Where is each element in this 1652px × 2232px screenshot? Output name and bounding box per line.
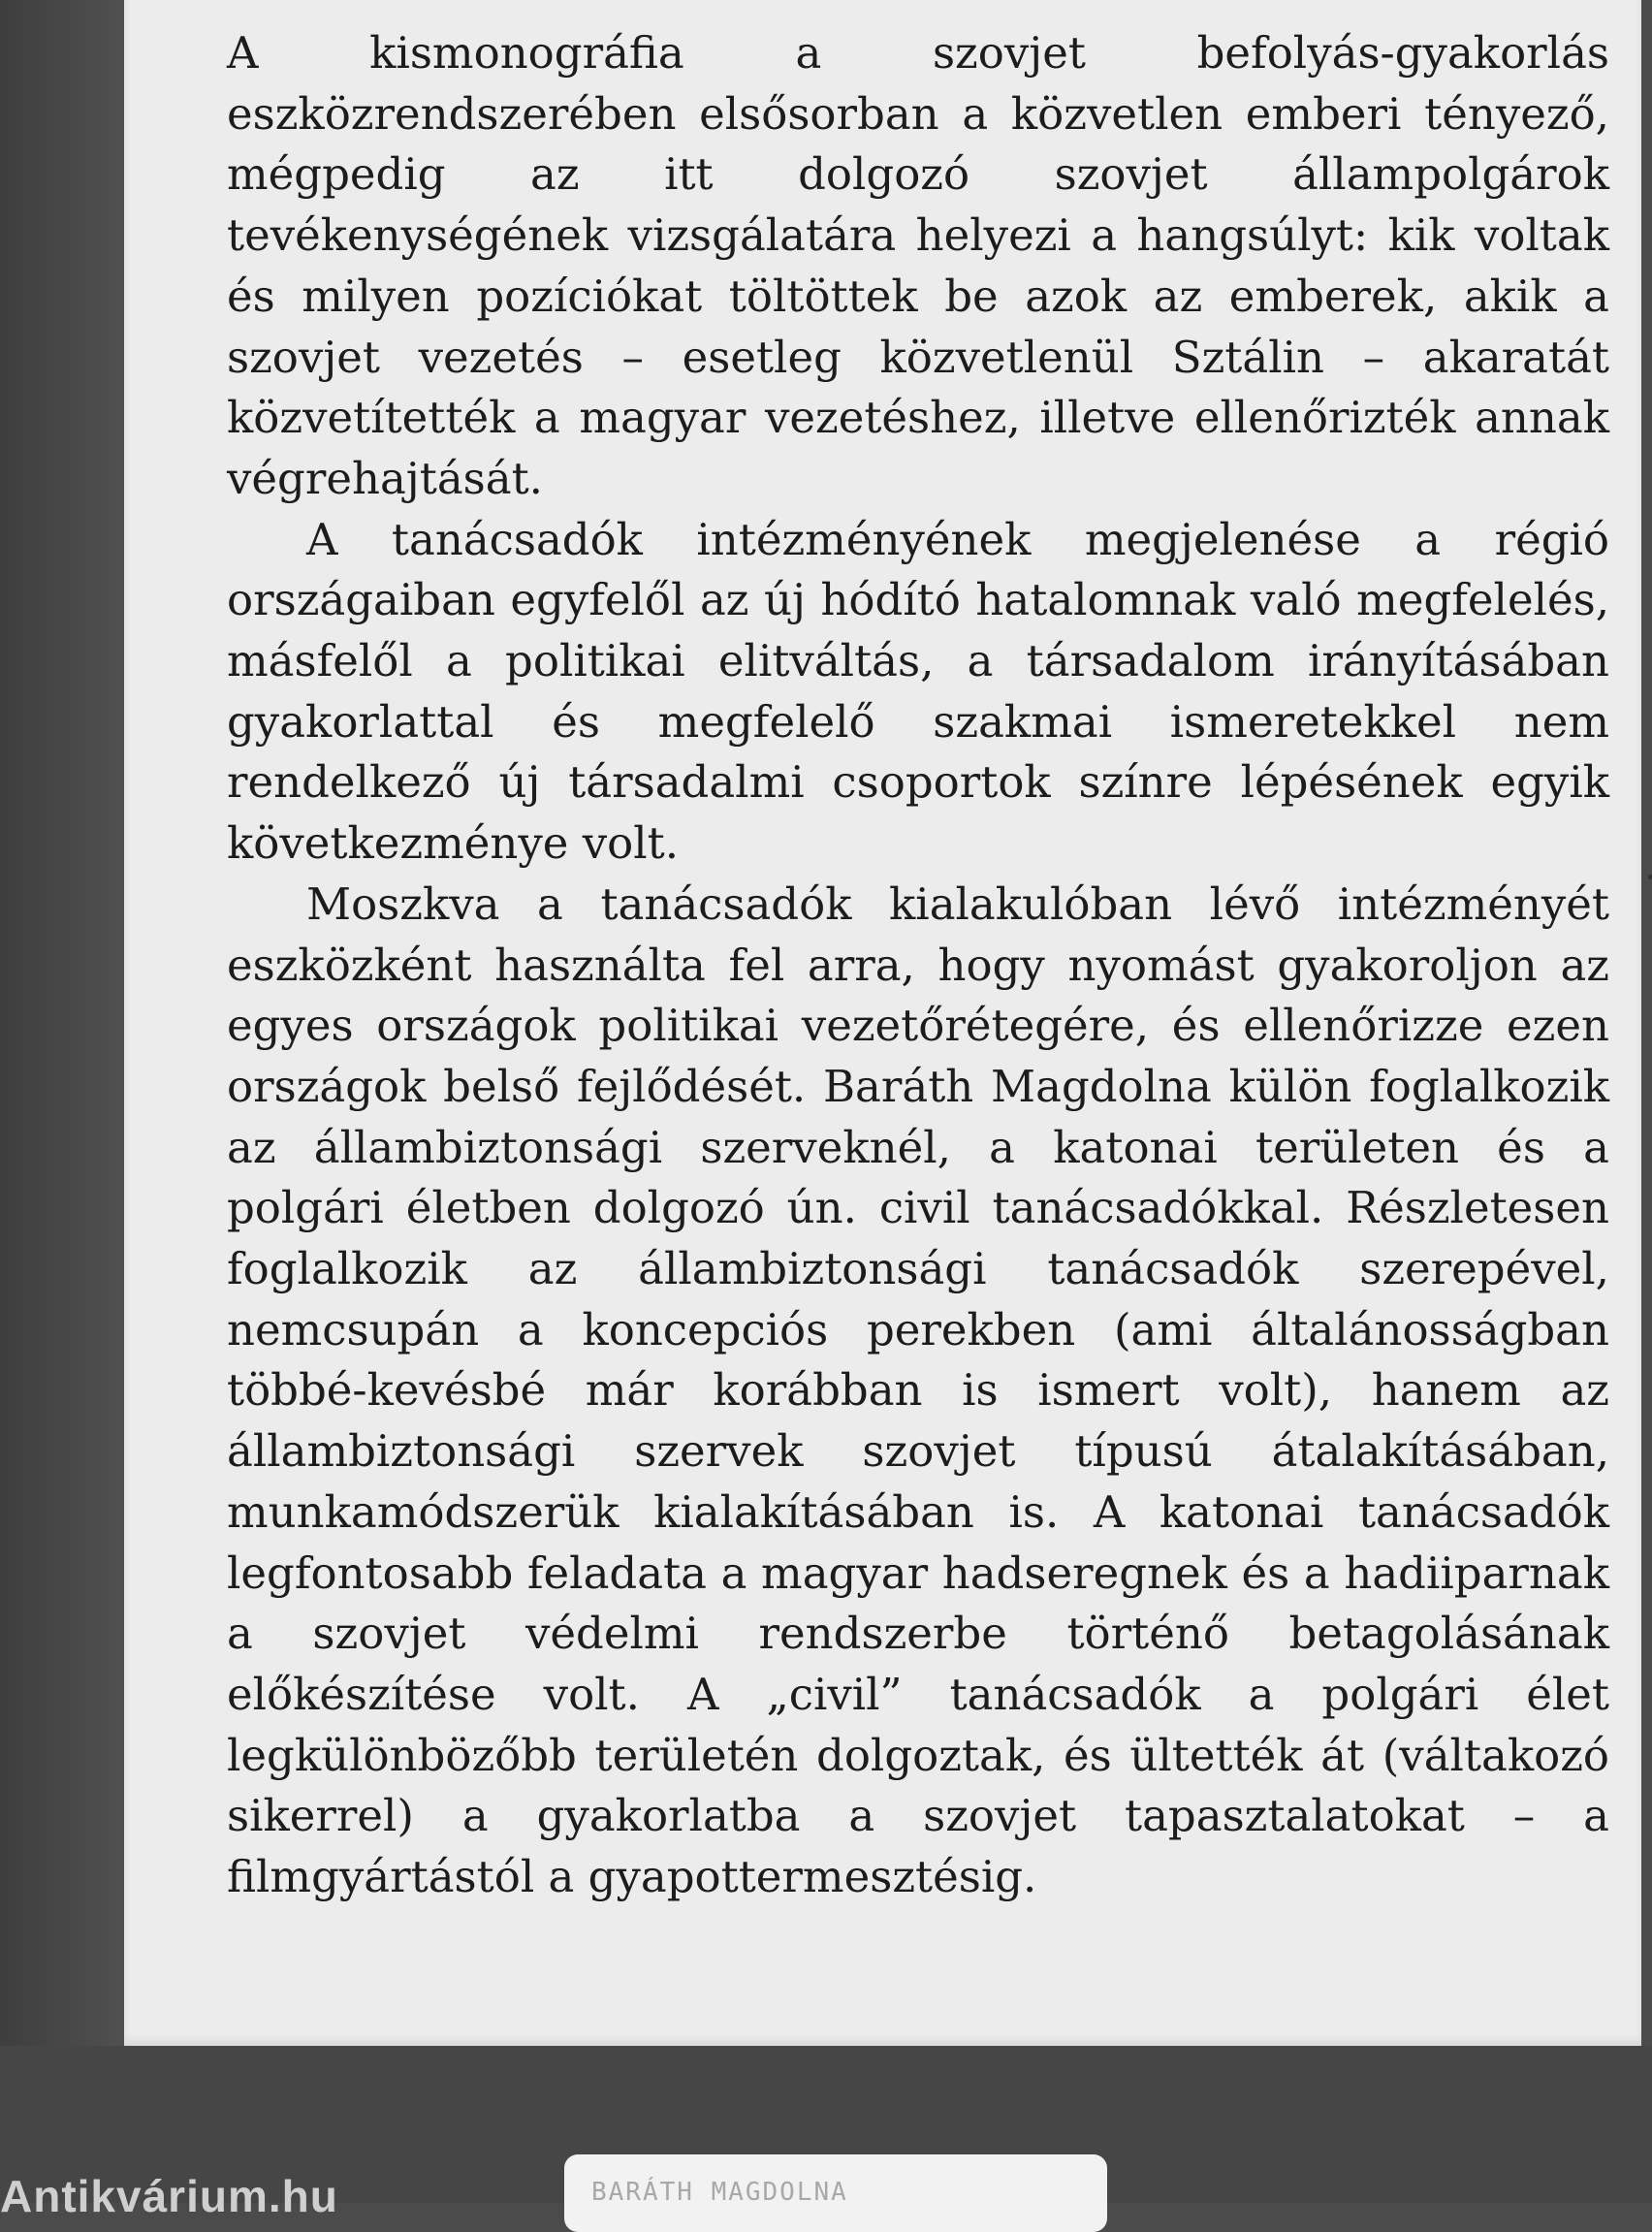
library-label bbox=[564, 2154, 1107, 2232]
paragraph-2: A tanácsadók intézményének megjelenése a régió országaiban egyfelől az új hódító hatalomnak való megfelelés, másfelől a politikai elitváltás, a társadalom irányításában gyakorlattal és megfelelő szakmai ismeretekkel nem rendelkező új társadalmi csoportok színre lépésének egyik következménye volt. bbox=[227, 513, 1609, 870]
scan-speck bbox=[1648, 875, 1652, 879]
watermark: Antikvárium.hu bbox=[0, 2171, 338, 2221]
scan-left-edge bbox=[0, 0, 124, 2046]
paragraph-1: A kismonográfia a szovjet befolyás-gyakorlás eszközrendszerében elsősorban a közvetlen emberi tényező, mégpedig az itt dolgozó szovjet állampolgárok tevékenységének vizsgálatára helyezi a hangsúlyt: kik voltak és milyen pozíciókat töltöttek be azok az emberek, akik a szovjet vezetés – esetleg közvetlenül Sztálin – akaratát közvetítették a magyar vezetéshez, illetve ellenőrizték annak végrehajtását. bbox=[227, 27, 1609, 504]
book-page bbox=[124, 0, 1641, 2046]
body-text bbox=[227, 23, 1609, 1908]
library-label-text: BARÁTH MAGDOLNA bbox=[591, 2178, 848, 2207]
paragraph-3: Moszkva a tanácsadók kialakulóban lévő intézményét eszközként használta fel arra, hogy nyomást gyakoroljon az egyes országok politikai vezetőrétegére, és ellenőrizze ezen országok belső fejlődését. Baráth Magdolna külön foglalkozik az állambiztonsági szerveknél, a katonai területen és a polgári életben dolgozó ún. civil tanácsadókkal. Részletesen foglalkozik az állambiztonsági tanácsadók szerepével, nemcsupán a koncepciós perekben (ami általánosságban többé-kevésbé már korábban is ismert volt), hanem az állambiztonsági szervek szovjet típusú átalakításában, munkamódszerük kialakításában is. A katonai tanácsadók legfontosabb feladata a magyar hadseregnek és a hadiiparnak a szovjet védelmi rendszerbe történő betagolásának előkészítése volt. A „civil” tanácsadók a polgári élet legkülönbözőbb területén dolgoztak, és ültették át (váltakozó sikerrel) a gyakorlatba a szovjet tapasztalatokat – a filmgyártástól a gyapottermesztésig. bbox=[227, 877, 1609, 1903]
